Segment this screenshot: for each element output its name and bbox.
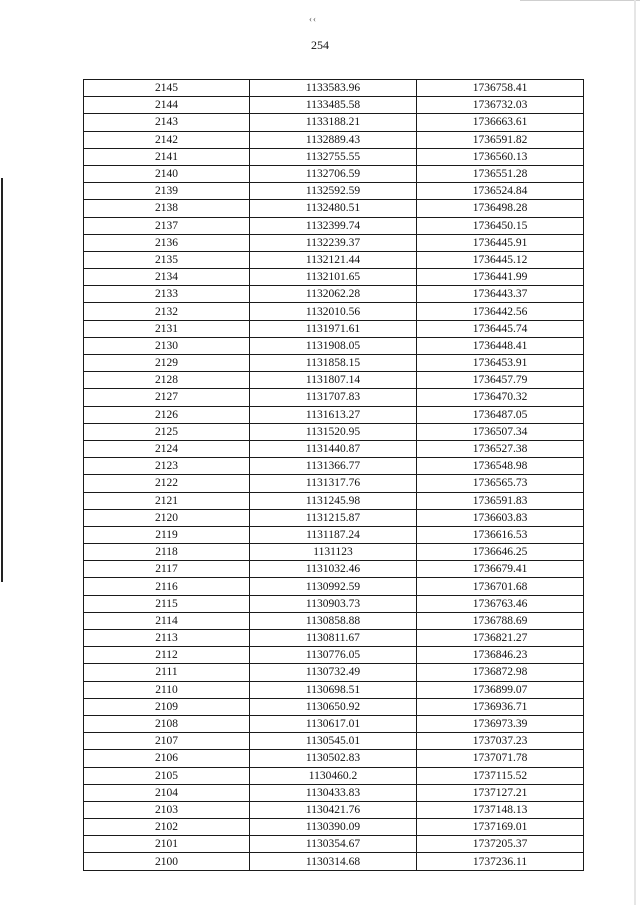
point-number-cell: 2132 [84,303,250,320]
point-number-cell: 2135 [84,251,250,268]
table-row [84,750,584,767]
point-number-cell: 2137 [84,217,250,234]
y-coordinate-cell: 1736591.82 [417,131,584,148]
point-number-cell: 2140 [84,165,250,182]
coordinates-table [83,79,584,871]
point-number-cell: 2126 [84,406,250,423]
y-coordinate-cell: 1737205.37 [417,836,584,853]
table-row [84,337,584,354]
y-coordinate-cell: 1736487.05 [417,406,584,423]
point-number-cell: 2139 [84,183,250,200]
y-coordinate-cell: 1736732.03 [417,97,584,114]
x-coordinate-cell: 1130903.73 [250,595,417,612]
y-coordinate-cell: 1736899.07 [417,681,584,698]
y-coordinate-cell: 1736872.98 [417,664,584,681]
x-coordinate-cell: 1130354.67 [250,836,417,853]
y-coordinate-cell: 1736470.32 [417,389,584,406]
point-number-cell: 2116 [84,578,250,595]
table-row [84,492,584,509]
x-coordinate-cell: 1130992.59 [250,578,417,595]
table-row [84,234,584,251]
x-coordinate-cell: 1130314.68 [250,853,417,870]
table-row [84,853,584,870]
y-coordinate-cell: 1736441.99 [417,269,584,286]
x-coordinate-cell: 1131245.98 [250,492,417,509]
point-number-cell: 2105 [84,767,250,784]
scan-edge-shadow [634,0,636,905]
table-row [84,372,584,389]
table-row [84,664,584,681]
point-number-cell: 2108 [84,715,250,732]
table-row [84,165,584,182]
y-coordinate-cell: 1736663.61 [417,114,584,131]
table-row [84,389,584,406]
y-coordinate-cell: 1736846.23 [417,647,584,664]
y-coordinate-cell: 1736616.53 [417,526,584,543]
point-number-cell: 2100 [84,853,250,870]
x-coordinate-cell: 1131317.76 [250,475,417,492]
x-coordinate-cell: 1131123 [250,544,417,561]
point-number-cell: 2110 [84,681,250,698]
x-coordinate-cell: 1131707.83 [250,389,417,406]
point-number-cell: 2127 [84,389,250,406]
point-number-cell: 2119 [84,526,250,543]
x-coordinate-cell: 1130502.83 [250,750,417,767]
table-row [84,440,584,457]
x-coordinate-cell: 1132480.51 [250,200,417,217]
point-number-cell: 2130 [84,337,250,354]
table-row [84,526,584,543]
table-row [84,578,584,595]
point-number-cell: 2125 [84,423,250,440]
point-number-cell: 2134 [84,269,250,286]
y-coordinate-cell: 1736453.91 [417,355,584,372]
table-row [84,544,584,561]
x-coordinate-cell: 1133188.21 [250,114,417,131]
table-row [84,698,584,715]
point-number-cell: 2138 [84,200,250,217]
y-coordinate-cell: 1736565.73 [417,475,584,492]
table-row [84,131,584,148]
table-row [84,148,584,165]
x-coordinate-cell: 1130811.67 [250,630,417,647]
table-row [84,681,584,698]
point-number-cell: 2133 [84,286,250,303]
point-number-cell: 2123 [84,458,250,475]
table-row [84,630,584,647]
table-row [84,612,584,629]
header-mark: ‹‹ [309,14,317,24]
point-number-cell: 2144 [84,97,250,114]
y-coordinate-cell: 1736788.69 [417,612,584,629]
y-coordinate-cell: 1737037.23 [417,733,584,750]
point-number-cell: 2104 [84,784,250,801]
point-number-cell: 2131 [84,320,250,337]
table-row [84,303,584,320]
point-number-cell: 2109 [84,698,250,715]
x-coordinate-cell: 1132239.37 [250,234,417,251]
point-number-cell: 2117 [84,561,250,578]
x-coordinate-cell: 1133583.96 [250,80,417,97]
y-coordinate-cell: 1736457.79 [417,372,584,389]
y-coordinate-cell: 1737148.13 [417,801,584,818]
y-coordinate-cell: 1736498.28 [417,200,584,217]
point-number-cell: 2122 [84,475,250,492]
table-row [84,286,584,303]
x-coordinate-cell: 1130390.09 [250,819,417,836]
y-coordinate-cell: 1737115.52 [417,767,584,784]
x-coordinate-cell: 1130858.88 [250,612,417,629]
y-coordinate-cell: 1736758.41 [417,80,584,97]
point-number-cell: 2101 [84,836,250,853]
point-number-cell: 2121 [84,492,250,509]
y-coordinate-cell: 1736701.68 [417,578,584,595]
x-coordinate-cell: 1131807.14 [250,372,417,389]
y-coordinate-cell: 1737071.78 [417,750,584,767]
x-coordinate-cell: 1131613.27 [250,406,417,423]
table-row [84,183,584,200]
x-coordinate-cell: 1132592.59 [250,183,417,200]
x-coordinate-cell: 1130617.01 [250,715,417,732]
x-coordinate-cell: 1131908.05 [250,337,417,354]
x-coordinate-cell: 1130776.05 [250,647,417,664]
table-row [84,647,584,664]
y-coordinate-cell: 1736560.13 [417,148,584,165]
point-number-cell: 2145 [84,80,250,97]
table-row [84,80,584,97]
x-coordinate-cell: 1131215.87 [250,509,417,526]
table-row [84,801,584,818]
point-number-cell: 2128 [84,372,250,389]
y-coordinate-cell: 1737236.11 [417,853,584,870]
y-coordinate-cell: 1736507.34 [417,423,584,440]
point-number-cell: 2129 [84,355,250,372]
table-row [84,200,584,217]
x-coordinate-cell: 1131858.15 [250,355,417,372]
x-coordinate-cell: 1130732.49 [250,664,417,681]
table-row [84,458,584,475]
x-coordinate-cell: 1132706.59 [250,165,417,182]
y-coordinate-cell: 1736591.83 [417,492,584,509]
y-coordinate-cell: 1736442.56 [417,303,584,320]
y-coordinate-cell: 1736548.98 [417,458,584,475]
y-coordinate-cell: 1736445.91 [417,234,584,251]
table-row [84,733,584,750]
table-row [84,509,584,526]
y-coordinate-cell: 1736821.27 [417,630,584,647]
point-number-cell: 2124 [84,440,250,457]
table-row [84,423,584,440]
y-coordinate-cell: 1736524.84 [417,183,584,200]
y-coordinate-cell: 1736450.15 [417,217,584,234]
x-coordinate-cell: 1132889.43 [250,131,417,148]
x-coordinate-cell: 1130421.76 [250,801,417,818]
table-row [84,406,584,423]
table-row [84,217,584,234]
x-coordinate-cell: 1132121.44 [250,251,417,268]
x-coordinate-cell: 1132010.56 [250,303,417,320]
page-number: 254 [311,38,329,52]
point-number-cell: 2107 [84,733,250,750]
table-row [84,767,584,784]
y-coordinate-cell: 1736448.41 [417,337,584,354]
x-coordinate-cell: 1132101.65 [250,269,417,286]
y-coordinate-cell: 1736527.38 [417,440,584,457]
point-number-cell: 2112 [84,647,250,664]
y-coordinate-cell: 1736551.28 [417,165,584,182]
x-coordinate-cell: 1132755.55 [250,148,417,165]
coordinates-table-body [84,80,584,871]
y-coordinate-cell: 1736936.71 [417,698,584,715]
point-number-cell: 2114 [84,612,250,629]
table-row [84,595,584,612]
y-coordinate-cell: 1736603.83 [417,509,584,526]
y-coordinate-cell: 1737169.01 [417,819,584,836]
y-coordinate-cell: 1736973.39 [417,715,584,732]
x-coordinate-cell: 1131032.46 [250,561,417,578]
table-row [84,819,584,836]
x-coordinate-cell: 1130433.83 [250,784,417,801]
table-row [84,355,584,372]
table-row [84,836,584,853]
x-coordinate-cell: 1131366.77 [250,458,417,475]
table-row [84,114,584,131]
table-row [84,561,584,578]
point-number-cell: 2103 [84,801,250,818]
y-coordinate-cell: 1736445.74 [417,320,584,337]
table-row [84,784,584,801]
point-number-cell: 2115 [84,595,250,612]
point-number-cell: 2143 [84,114,250,131]
point-number-cell: 2118 [84,544,250,561]
table-row [84,251,584,268]
table-row [84,97,584,114]
y-coordinate-cell: 1736646.25 [417,544,584,561]
y-coordinate-cell: 1736679.41 [417,561,584,578]
x-coordinate-cell: 1130545.01 [250,733,417,750]
x-coordinate-cell: 1131187.24 [250,526,417,543]
y-coordinate-cell: 1736763.46 [417,595,584,612]
point-number-cell: 2106 [84,750,250,767]
scan-binding-mark [1,178,3,582]
point-number-cell: 2120 [84,509,250,526]
x-coordinate-cell: 1133485.58 [250,97,417,114]
table-row [84,269,584,286]
point-number-cell: 2136 [84,234,250,251]
point-number-cell: 2141 [84,148,250,165]
point-number-cell: 2142 [84,131,250,148]
table-row [84,475,584,492]
table-row [84,715,584,732]
x-coordinate-cell: 1131971.61 [250,320,417,337]
y-coordinate-cell: 1736443.37 [417,286,584,303]
x-coordinate-cell: 1130698.51 [250,681,417,698]
x-coordinate-cell: 1130650.92 [250,698,417,715]
table-row [84,320,584,337]
point-number-cell: 2102 [84,819,250,836]
scan-edge-line [520,0,640,1]
y-coordinate-cell: 1736445.12 [417,251,584,268]
y-coordinate-cell: 1737127.21 [417,784,584,801]
point-number-cell: 2111 [84,664,250,681]
x-coordinate-cell: 1132062.28 [250,286,417,303]
x-coordinate-cell: 1131520.95 [250,423,417,440]
x-coordinate-cell: 1131440.87 [250,440,417,457]
x-coordinate-cell: 1132399.74 [250,217,417,234]
point-number-cell: 2113 [84,630,250,647]
x-coordinate-cell: 1130460.2 [250,767,417,784]
